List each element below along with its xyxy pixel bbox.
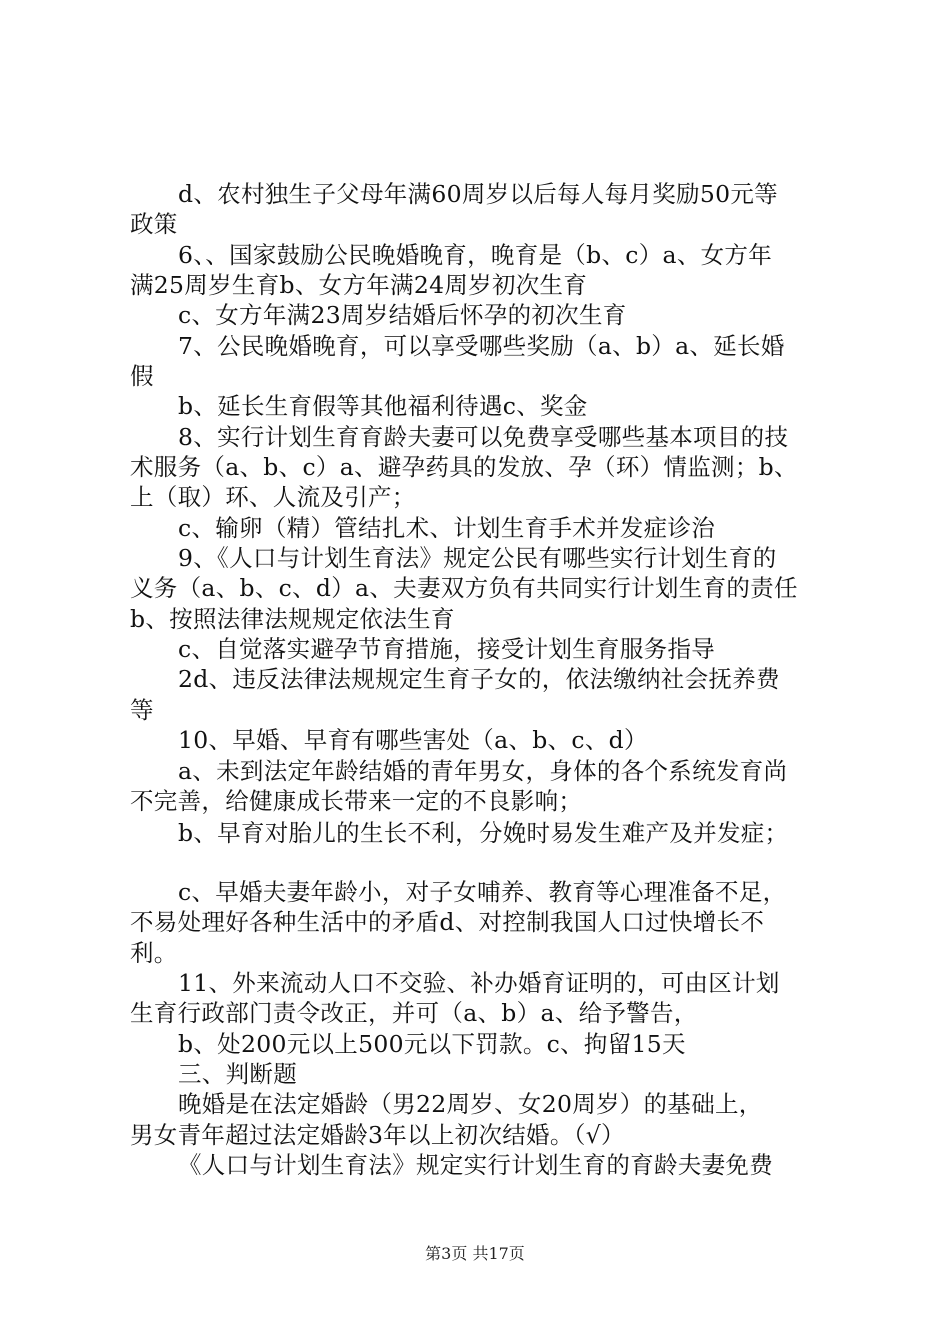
text-line: 10、早婚、早育有哪些害处（a、b、c、d） (178, 726, 648, 754)
text-line: 男女青年超过法定婚龄3年以上初次结婚。（√） (130, 1121, 625, 1149)
text-line: c、女方年满23周岁结婚后怀孕的初次生育 (178, 301, 627, 329)
text-line: 8、实行计划生育育龄夫妻可以免费享受哪些基本项目的技 (178, 423, 789, 451)
text-line: 6、、国家鼓励公民晚婚晚育，晚育是（b、c）a、女方年 (178, 241, 773, 269)
text-line: 不完善，给健康成长带来一定的不良影响； (130, 787, 583, 815)
text-line: 政策 (130, 210, 178, 238)
text-line: 9、《人口与计划生育法》规定公民有哪些实行计划生育的 (178, 544, 777, 572)
text-line: 术服务（a、b、c）a、避孕药具的发放、孕（环）情监测；b、 (130, 453, 798, 481)
section-heading: 三、判断题 (178, 1060, 297, 1088)
text-line: b、按照法律法规规定依法生育 (130, 605, 455, 633)
text-line: 上（取）环、人流及引产； (130, 483, 416, 511)
text-line: b、处200元以上500元以下罚款。c、拘留15天 (178, 1030, 686, 1058)
text-line: c、输卵（精）管结扎术、计划生育手术并发症诊治 (178, 514, 716, 542)
text-line: 假 (130, 362, 154, 390)
page-footer (0, 1243, 950, 1265)
text-line: 等 (130, 696, 154, 724)
text-line: 满25周岁生育b、女方年满24周岁初次生育 (130, 271, 588, 299)
text-line: 《人口与计划生育法》规定实行计划生育的育龄夫妻免费 (178, 1151, 773, 1179)
text-line: 利。 (130, 939, 178, 967)
text-line: b、延长生育假等其他福利待遇c、奖金 (178, 392, 588, 420)
text-line: 晚婚是在法定婚龄（男22周岁、女20周岁）的基础上， (178, 1090, 763, 1118)
text-line: 生育行政部门责令改正，并可（a、b）a、给予警告， (130, 999, 698, 1027)
text-line: 不易处理好各种生活中的矛盾d、对控制我国人口过快增长不 (130, 908, 765, 936)
text-line: c、自觉落实避孕节育措施，接受计划生育服务指导 (178, 635, 716, 663)
page-number: 第3页 共17页 (425, 1244, 525, 1263)
text-line: 7、公民晚婚晚育，可以享受哪些奖励（a、b）a、延长婚 (178, 332, 785, 360)
text-line: d、农村独生子父母年满60周岁以后每人每月奖励50元等 (178, 180, 778, 208)
text-line: c、早婚夫妻年龄小，对子女哺养、教育等心理准备不足， (178, 878, 787, 906)
text-line: 11、外来流动人口不交验、补办婚育证明的，可由区计划 (178, 969, 780, 997)
text-line: 2d、违反法律法规规定生育子女的，依法缴纳社会抚养费 (178, 665, 780, 693)
text-line: a、未到法定年龄结婚的青年男女，身体的各个系统发育尚 (178, 757, 788, 785)
text-line: 义务（a、b、c、d）a、夫妻双方负有共同实行计划生育的责任 (130, 574, 798, 602)
text-line: b、早育对胎儿的生长不利，分娩时易发生难产及并发症； (178, 819, 789, 847)
